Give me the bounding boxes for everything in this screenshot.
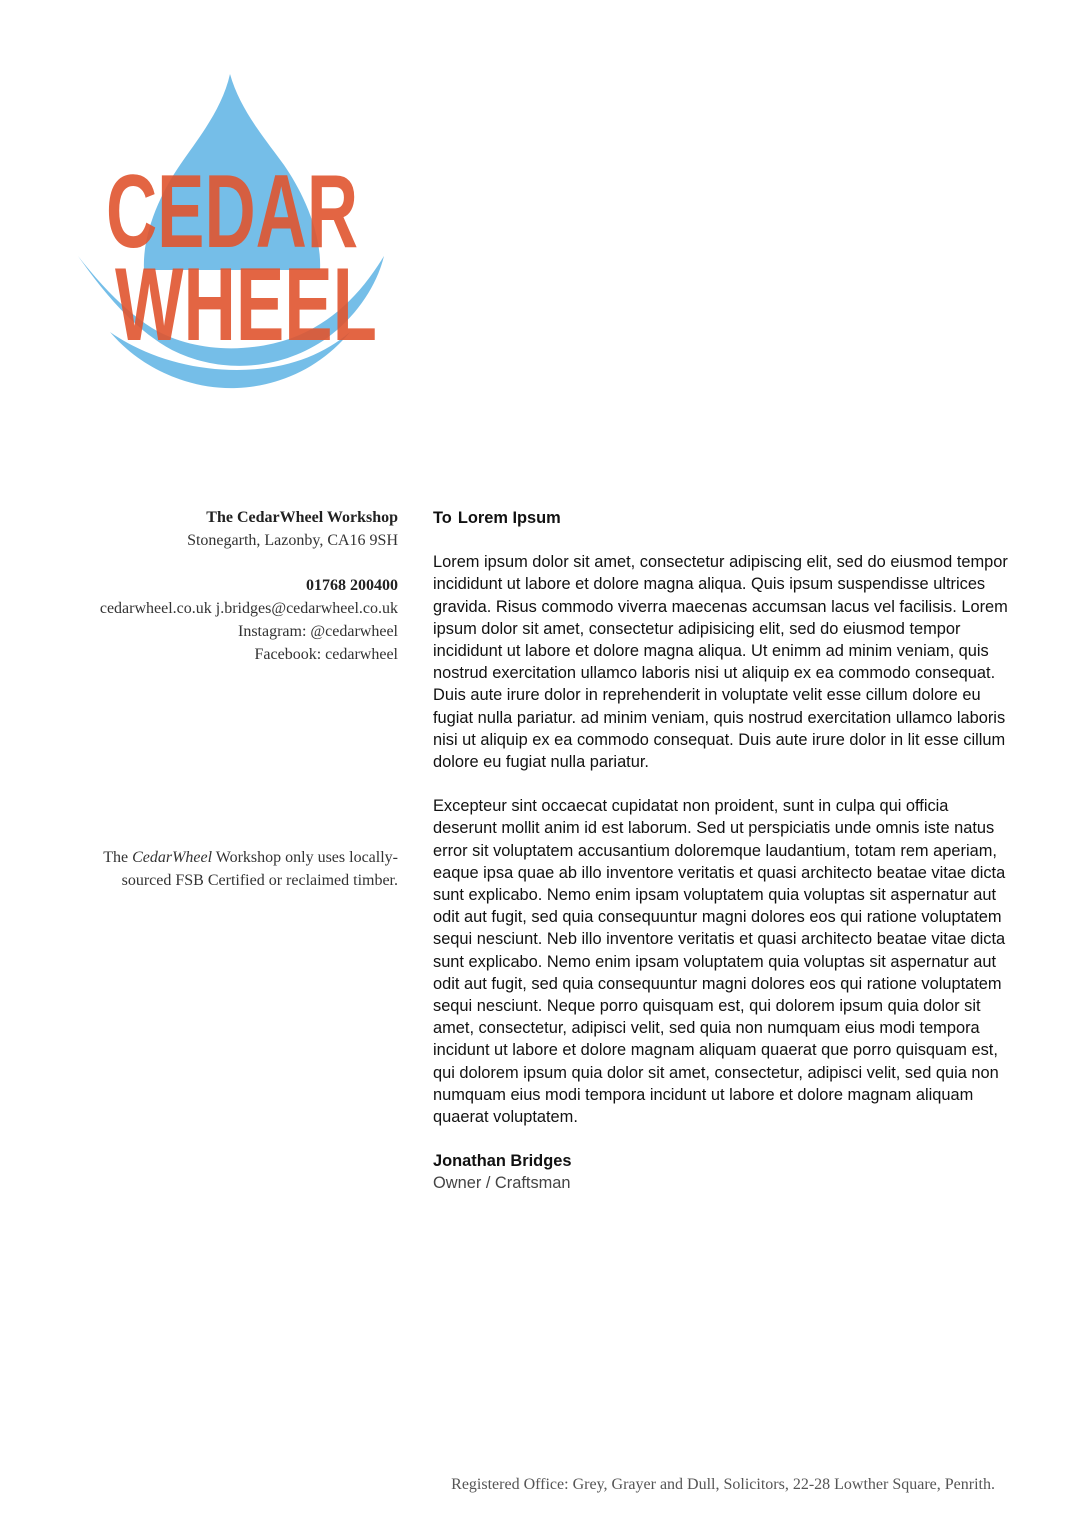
signature-name: Jonathan Bridges [433,1152,572,1171]
company-name: The CedarWheel Workshop [206,509,398,526]
note-prefix: The [103,849,133,866]
phone-number: 01768 200400 [306,577,398,594]
recipient-label: To [433,509,452,527]
website-email: cedarwheel.co.uk j.bridges@cedarwheel.co.uk [99,600,398,617]
cedarwheel-logo-graphic [72,70,390,395]
registered-office-footer: Registered Office: Grey, Grayer and Dull, Solicitors, 22-28 Lowther Square, Penrith. [451,1476,995,1493]
letter-body [433,507,1008,1195]
signature-role: Owner / Craftsman [433,1174,571,1193]
sender-details [78,506,398,666]
logo-text-wheel: WHEEL [115,247,377,363]
company-address: Stonegarth, Lazonby, CA16 9SH [187,532,398,549]
sourcing-note [78,846,398,892]
spacer [78,552,398,574]
note-brand: CedarWheel [132,849,213,866]
company-logo [72,70,390,395]
letter-paragraph-2: Excepteur sint occaecat cupidatat non proident, sunt in culpa qui officia deserunt mollit anim id est laborum. Sed ut perspiciatis unde omnis iste natus error sit voluptatem accusantium doloremque laudantium, totam rem aperiam, eaque ipsa quae ab illo inventore veritatis et quasi architecto beatae vitae dicta sunt explicabo. Nemo enim ipsam voluptatem quia voluptas sit aspernatur aut odit aut fugit, sed quia consequuntur magni dolores eos qui ratione voluptatem sequi nesciunt. Neb illo inventore veritatis et quasi architecto beatae vitae dicta sunt explicabo. Nemo enim ipsam voluptatem quia voluptas sit aspernatur aut odit aut fugit, sed quia consequuntur magni dolores eos qui ratione voluptatem sequi nesciunt. Neque porro quisquam est, qui dolorem ipsum quia dolor sit amet, consectetur, adipisci velit, sed quia non numquam eius modi tempora incidunt ut labore et dolore magnam aliquam quaerat que porro quisquam est, qui dolorem ipsum quia dolor sit amet, consectetur, adipisci velit, sed quia non numquam eius modi tempora incidunt ut labore et dolore magnam aliquam quaerat voluptatem. [433,797,1006,1127]
letter-paragraph-1: Lorem ipsum dolor sit amet, consectetur adipiscing elit, sed do eiusmod tempor incididunt ut labore et dolore magna aliqua. Quis ipsum suspendisse ultrices gravida. Risus commodo viverra maecenas accumsan lacus vel facilisis. Lorem ipsum dolor sit amet, consectetur adipisicing elit, sed do eiusmod tempor incididunt ut labore et dolore magna aliqua. Ut enimm ad minim veniam, quis nostrud exercitation ullamco laboris nisi ut aliquip ex ea commodo consequat. Duis aute irure dolor in reprehenderit in voluptate velit esse cillum dolore eu fugiat nulla pariatur. ad minim veniam, quis nostrud exercitation ullamco laboris nisi ut aliquip ex ea commodo consequat. Duis aute irure dolor in lit esse cillum dolore eu fugiat nulla pariatur. [433,553,1008,772]
facebook-handle: Facebook: cedarwheel [254,646,398,663]
logo-text-cedar: CEDAR [106,154,358,270]
note-suffix: Workshop only uses locally-sourced FSB Certified or reclaimed timber. [121,849,398,889]
recipient-name: Lorem Ipsum [457,509,561,527]
recipient-line [433,507,1008,529]
instagram-handle: Instagram: @cedarwheel [238,623,398,640]
